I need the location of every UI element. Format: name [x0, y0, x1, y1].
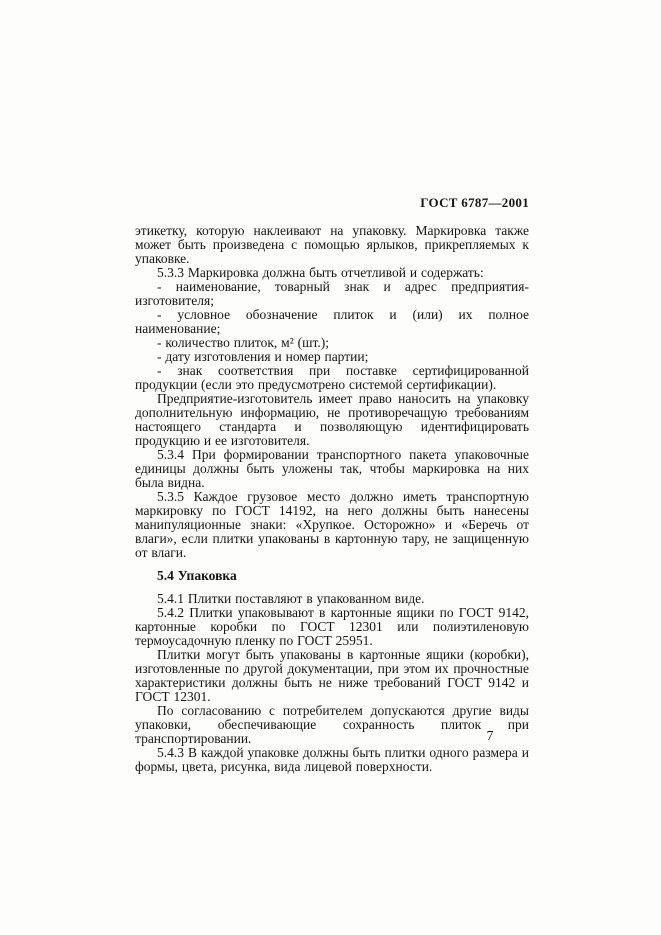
list-item: - количество плиток, м² (шт.);: [157, 335, 330, 350]
list-item: - дату изготовления и номер партии;: [157, 349, 369, 364]
section-heading: 5.4 Упаковка: [157, 568, 237, 583]
paragraph: 5.4.2 Плитки упаковывают в картонные ящики по ГОСТ 9142, картонные коробки по ГОСТ 12301 или полиэтиленовую термоусадочную пленку по ГОСТ 25951.: [135, 605, 529, 648]
paragraph: 5.3.4 При формировании транспортного пакета упаковочные единицы должны быть уложены так, чтобы маркировка на них была видна.: [135, 447, 529, 490]
paragraph: 5.4.1 Плитки поставляют в упакованном виде.: [157, 591, 425, 606]
paragraph: 5.3.3 Маркировка должна быть отчетливой и содержать:: [157, 265, 484, 280]
paragraph: Предприятие-изготовитель имеет право наносить на упаковку дополнительную информацию, не противоречащую требованиям настоящего стандарта и позволяющую идентифицировать продукцию и ее изготовителя.: [135, 391, 529, 448]
paragraph: По согласованию с потребителем допускаются другие виды упаковки, обеспечивающие сохранность плиток при транспортировании.: [135, 703, 529, 746]
paragraph: Плитки могут быть упакованы в картонные ящики (коробки), изготовленные по другой документации, при этом их прочностные характеристики должны быть не ниже требований ГОСТ 9142 и ГОСТ 12301.: [135, 647, 529, 704]
list-item: - знак соответствия при поставке сертифицированной продукции (если это предусмотрено системой сертификации).: [135, 363, 529, 392]
page-number: 7: [486, 728, 494, 743]
paragraph: 5.4.3 В каждой упаковке должны быть плитки одного размера и формы, цвета, рисунка, вида лицевой поверхности.: [135, 745, 529, 774]
list-item: - наименование, товарный знак и адрес предприятия-изготовителя;: [135, 279, 529, 308]
list-item: - условное обозначение плиток и (или) их полное наименование;: [135, 307, 529, 336]
paragraph: 5.3.5 Каждое грузовое место должно иметь транспортную маркировку по ГОСТ 14192, на него должны быть нанесены манипуляционные знаки: «Хрупкое. Осторожно» и «Беречь от влаги», если плитки упакованы в картонную тару, не защищенную от влаги.: [135, 489, 529, 560]
standard-designation: ГОСТ 6787—2001: [420, 195, 529, 210]
paragraph: этикетку, которую наклеивают на упаковку. Маркировка также может быть произведена с помощью ярлыков, прикрепляемых к упаковке.: [135, 223, 529, 266]
page-content: [135, 195, 529, 774]
